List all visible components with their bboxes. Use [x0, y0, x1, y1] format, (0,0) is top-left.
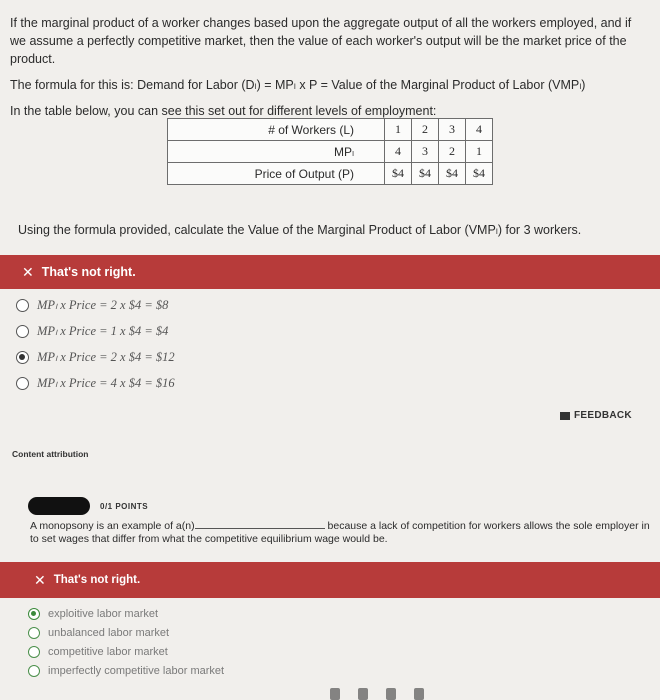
answer-blank — [195, 528, 325, 529]
table-cell: $4 — [412, 163, 439, 185]
table-cell: 1 — [466, 141, 493, 163]
table-intro-text: In the table below, you can see this set out for different levels of employment: — [10, 104, 437, 118]
answer-option[interactable] — [28, 604, 224, 623]
radio-button[interactable] — [16, 299, 29, 312]
option-label: MPₗ x Price = 2 x $4 = $8 — [37, 298, 169, 312]
table-row — [168, 141, 493, 163]
row-label: MPₗ — [168, 141, 385, 163]
result-banner-2 — [0, 562, 660, 598]
answer-option[interactable] — [28, 623, 224, 642]
table-cell: 4 — [385, 141, 412, 163]
content-attribution-link[interactable]: Content attribution — [12, 449, 89, 459]
radio-button[interactable] — [28, 646, 40, 658]
radio-button-selected[interactable] — [16, 351, 29, 364]
option-label: exploitive labor market — [48, 607, 159, 620]
close-icon: ✕ — [22, 263, 34, 280]
radio-button[interactable] — [16, 325, 29, 338]
option-label: unbalanced labor market — [48, 626, 170, 639]
table-cell: 1 — [385, 119, 412, 141]
table-cell: 3 — [412, 141, 439, 163]
radio-button-selected[interactable] — [28, 608, 40, 620]
answer-option[interactable] — [16, 344, 175, 370]
result-banner-1 — [0, 255, 660, 289]
question-2-part-1: A monopsony is an example of a(n) — [30, 520, 195, 532]
option-label: MPₗ x Price = 4 x $4 = $16 — [37, 376, 175, 390]
row-label: Price of Output (P) — [168, 163, 385, 185]
answer-option[interactable] — [28, 661, 224, 680]
intro-paragraph: If the marginal product of a worker changes based upon the aggregate output of all the workers employed, and if we assume a perfectly competitive market, then the value of each worker's output will be the market price of the product. — [10, 16, 632, 66]
option-label: MPₗ x Price = 2 x $4 = $12 — [37, 350, 175, 364]
radio-button[interactable] — [28, 665, 40, 677]
formula-text: The formula for this is: Demand for Labor (Dₗ) = MPₗ x P = Value of the Marginal Product of Labor (VMPₗ) — [10, 78, 586, 92]
toolbar-icon[interactable] — [358, 688, 368, 700]
bottom-toolbar — [330, 688, 424, 700]
option-label: MPₗ x Price = 1 x $4 = $4 — [37, 324, 169, 338]
answer-options-1 — [16, 292, 175, 396]
answer-option[interactable] — [16, 318, 175, 344]
question-2-text — [30, 520, 650, 546]
points-label: 0/1 POINTS — [100, 502, 149, 511]
table-row — [168, 119, 493, 141]
table-cell: $4 — [385, 163, 412, 185]
labor-table — [167, 118, 493, 185]
table-cell: $4 — [466, 163, 493, 185]
feedback-icon — [560, 412, 570, 420]
table-cell: 2 — [412, 119, 439, 141]
answer-option[interactable] — [16, 370, 175, 396]
feedback-label: FEEDBACK — [574, 410, 632, 421]
table-cell: 3 — [439, 119, 466, 141]
result-text: That's not right. — [41, 265, 136, 279]
result-text: That's not right. — [53, 574, 141, 586]
close-icon: ✕ — [34, 571, 46, 588]
toolbar-icon[interactable] — [414, 688, 424, 700]
redacted-question-number — [28, 497, 90, 515]
option-label: imperfectly competitive labor market — [48, 664, 225, 677]
toolbar-icon[interactable] — [330, 688, 340, 700]
toolbar-icon[interactable] — [386, 688, 396, 700]
row-label: # of Workers (L) — [168, 119, 385, 141]
table-cell: $4 — [439, 163, 466, 185]
answer-option[interactable] — [28, 642, 224, 661]
answer-options-2 — [28, 604, 224, 680]
table-cell: 4 — [466, 119, 493, 141]
table-row — [168, 163, 493, 185]
radio-button[interactable] — [16, 377, 29, 390]
radio-button[interactable] — [28, 627, 40, 639]
option-label: competitive labor market — [48, 645, 168, 658]
answer-option[interactable] — [16, 292, 175, 318]
question-2-part-2: because a lack of competition for workers allows the sole employer in to set wages that differ from what the competitive equilibrium wage would be. — [30, 520, 650, 545]
intro-text — [10, 14, 650, 128]
table-cell: 2 — [439, 141, 466, 163]
feedback-button[interactable] — [560, 410, 632, 421]
question-1-text: Using the formula provided, calculate the Value of the Marginal Product of Labor (VMPₗ) for 3 workers. — [18, 223, 582, 237]
